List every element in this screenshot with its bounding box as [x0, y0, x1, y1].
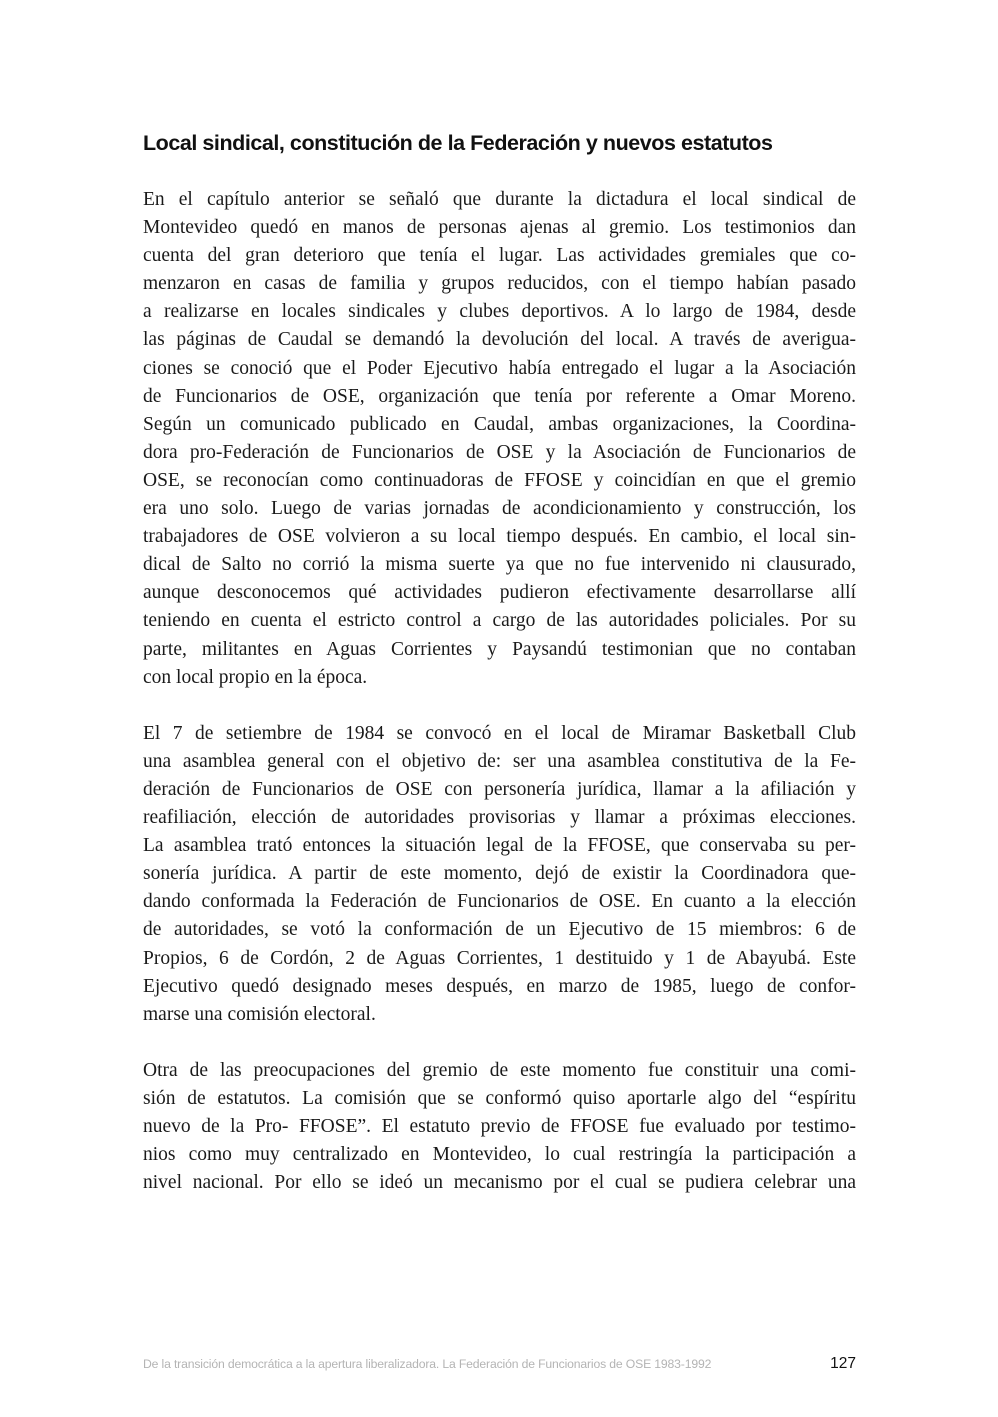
text-line: sión de estatutos. La comisión que se conformó quiso aportarle algo del “espíritu — [143, 1088, 856, 1109]
text-line: era uno solo. Luego de varias jornadas de acondicionamiento y construcción, los — [143, 498, 856, 520]
page-number: 127 — [830, 1355, 856, 1372]
paragraph-2 — [143, 720, 856, 1029]
text-line: dical de Salto no corrió la misma suerte ya que no fue intervenido ni clausurado, — [143, 554, 856, 576]
text-line: Montevideo quedó en manos de personas ajenas al gremio. Los testimonios dan — [143, 217, 856, 239]
text-line: aunque desconocemos qué actividades pudieron efectivamente desarrollarse allí — [143, 582, 856, 604]
body-text — [143, 186, 856, 1225]
text-line: parte, militantes en Aguas Corrientes y Paysandú testimonian que no contaban — [143, 638, 856, 660]
text-line: La asamblea trató entonces la situación legal de la FFOSE, que conservaba su per- — [143, 835, 856, 857]
text-line: En el capítulo anterior se señaló que durante la dictadura el local sindical de — [143, 189, 856, 210]
text-line: sonería jurídica. A partir de este momento, dejó de existir la Coordinadora que- — [143, 863, 856, 885]
text-line: Ejecutivo quedó designado meses después, en marzo de 1985, luego de confor- — [143, 975, 856, 997]
text-line: Propios, 6 de Cordón, 2 de Aguas Corrientes, 1 destituido y 1 de Abayubá. Este — [143, 947, 856, 969]
text-line: El 7 de setiembre de 1984 se convocó en el local de Miramar Basketball Club — [143, 722, 856, 744]
text-line: cuenta del gran deterioro que tenía el lugar. Las actividades gremiales que co- — [143, 245, 856, 267]
paragraph-1 — [143, 186, 856, 692]
text-line: nuevo de la Pro- FFOSE”. El estatuto previo de FFOSE fue evaluado por testimo- — [143, 1116, 856, 1138]
text-line: de autoridades, se votó la conformación de un Ejecutivo de 15 miembros: 6 de — [143, 919, 856, 941]
text-line: dando conformada la Federación de Funcionarios de OSE. En cuanto a la elección — [143, 891, 856, 913]
text-line: teniendo en cuenta el estricto control a cargo de las autoridades policiales. Por su — [143, 610, 856, 632]
text-line: a realizarse en locales sindicales y clubes deportivos. A lo largo de 1984, desde — [143, 301, 856, 323]
text-line: Otra de las preocupaciones del gremio de este momento fue constituir una comi- — [143, 1059, 856, 1081]
text-line: Según un comunicado publicado en Caudal, ambas organizaciones, la Coordina- — [143, 413, 856, 435]
text-line: de Funcionarios de OSE, organización que tenía por referente a Omar Moreno. — [143, 385, 856, 407]
text-line: dora pro-Federación de Funcionarios de OSE y la Asociación de Funcionarios de — [143, 441, 856, 463]
running-footer-title: De la transición democrática a la apertura liberalizadora. La Federación de Funcionarios de OSE 1983-1992 — [143, 1357, 712, 1371]
text-line: trabajadores de OSE volvieron a su local tiempo después. En cambio, el local sin- — [143, 526, 856, 548]
text-line: OSE, se reconocían como continuadoras de FFOSE y coincidían en que el gremio — [143, 469, 856, 491]
paragraph-3 — [143, 1057, 856, 1197]
text-line: con local propio en la época. — [143, 666, 368, 688]
text-line: las páginas de Caudal se demandó la devolución del local. A través de averigua- — [143, 329, 856, 351]
text-line: reafiliación, elección de autoridades provisorias y llamar a próximas elecciones. — [143, 807, 856, 829]
section-heading: Local sindical, constitución de la Federación y nuevos estatutos — [143, 131, 773, 155]
text-line: menzaron en casas de familia y grupos reducidos, con el tiempo habían pasado — [143, 273, 856, 295]
text-line: una asamblea general con el objetivo de: ser una asamblea constitutiva de la Fe- — [143, 750, 856, 772]
text-line: nivel nacional. Por ello se ideó un mecanismo por el cual se pudiera celebrar una — [143, 1172, 856, 1194]
text-line: nios como muy centralizado en Montevideo, lo cual restringía la participación a — [143, 1144, 856, 1166]
text-line: marse una comisión electoral. — [143, 1003, 376, 1025]
page-footer — [143, 1355, 856, 1375]
text-line: ciones se conoció que el Poder Ejecutivo había entregado el lugar a la Asociación — [143, 357, 856, 379]
text-line: deración de Funcionarios de OSE con personería jurídica, llamar a la afiliación y — [143, 778, 856, 800]
